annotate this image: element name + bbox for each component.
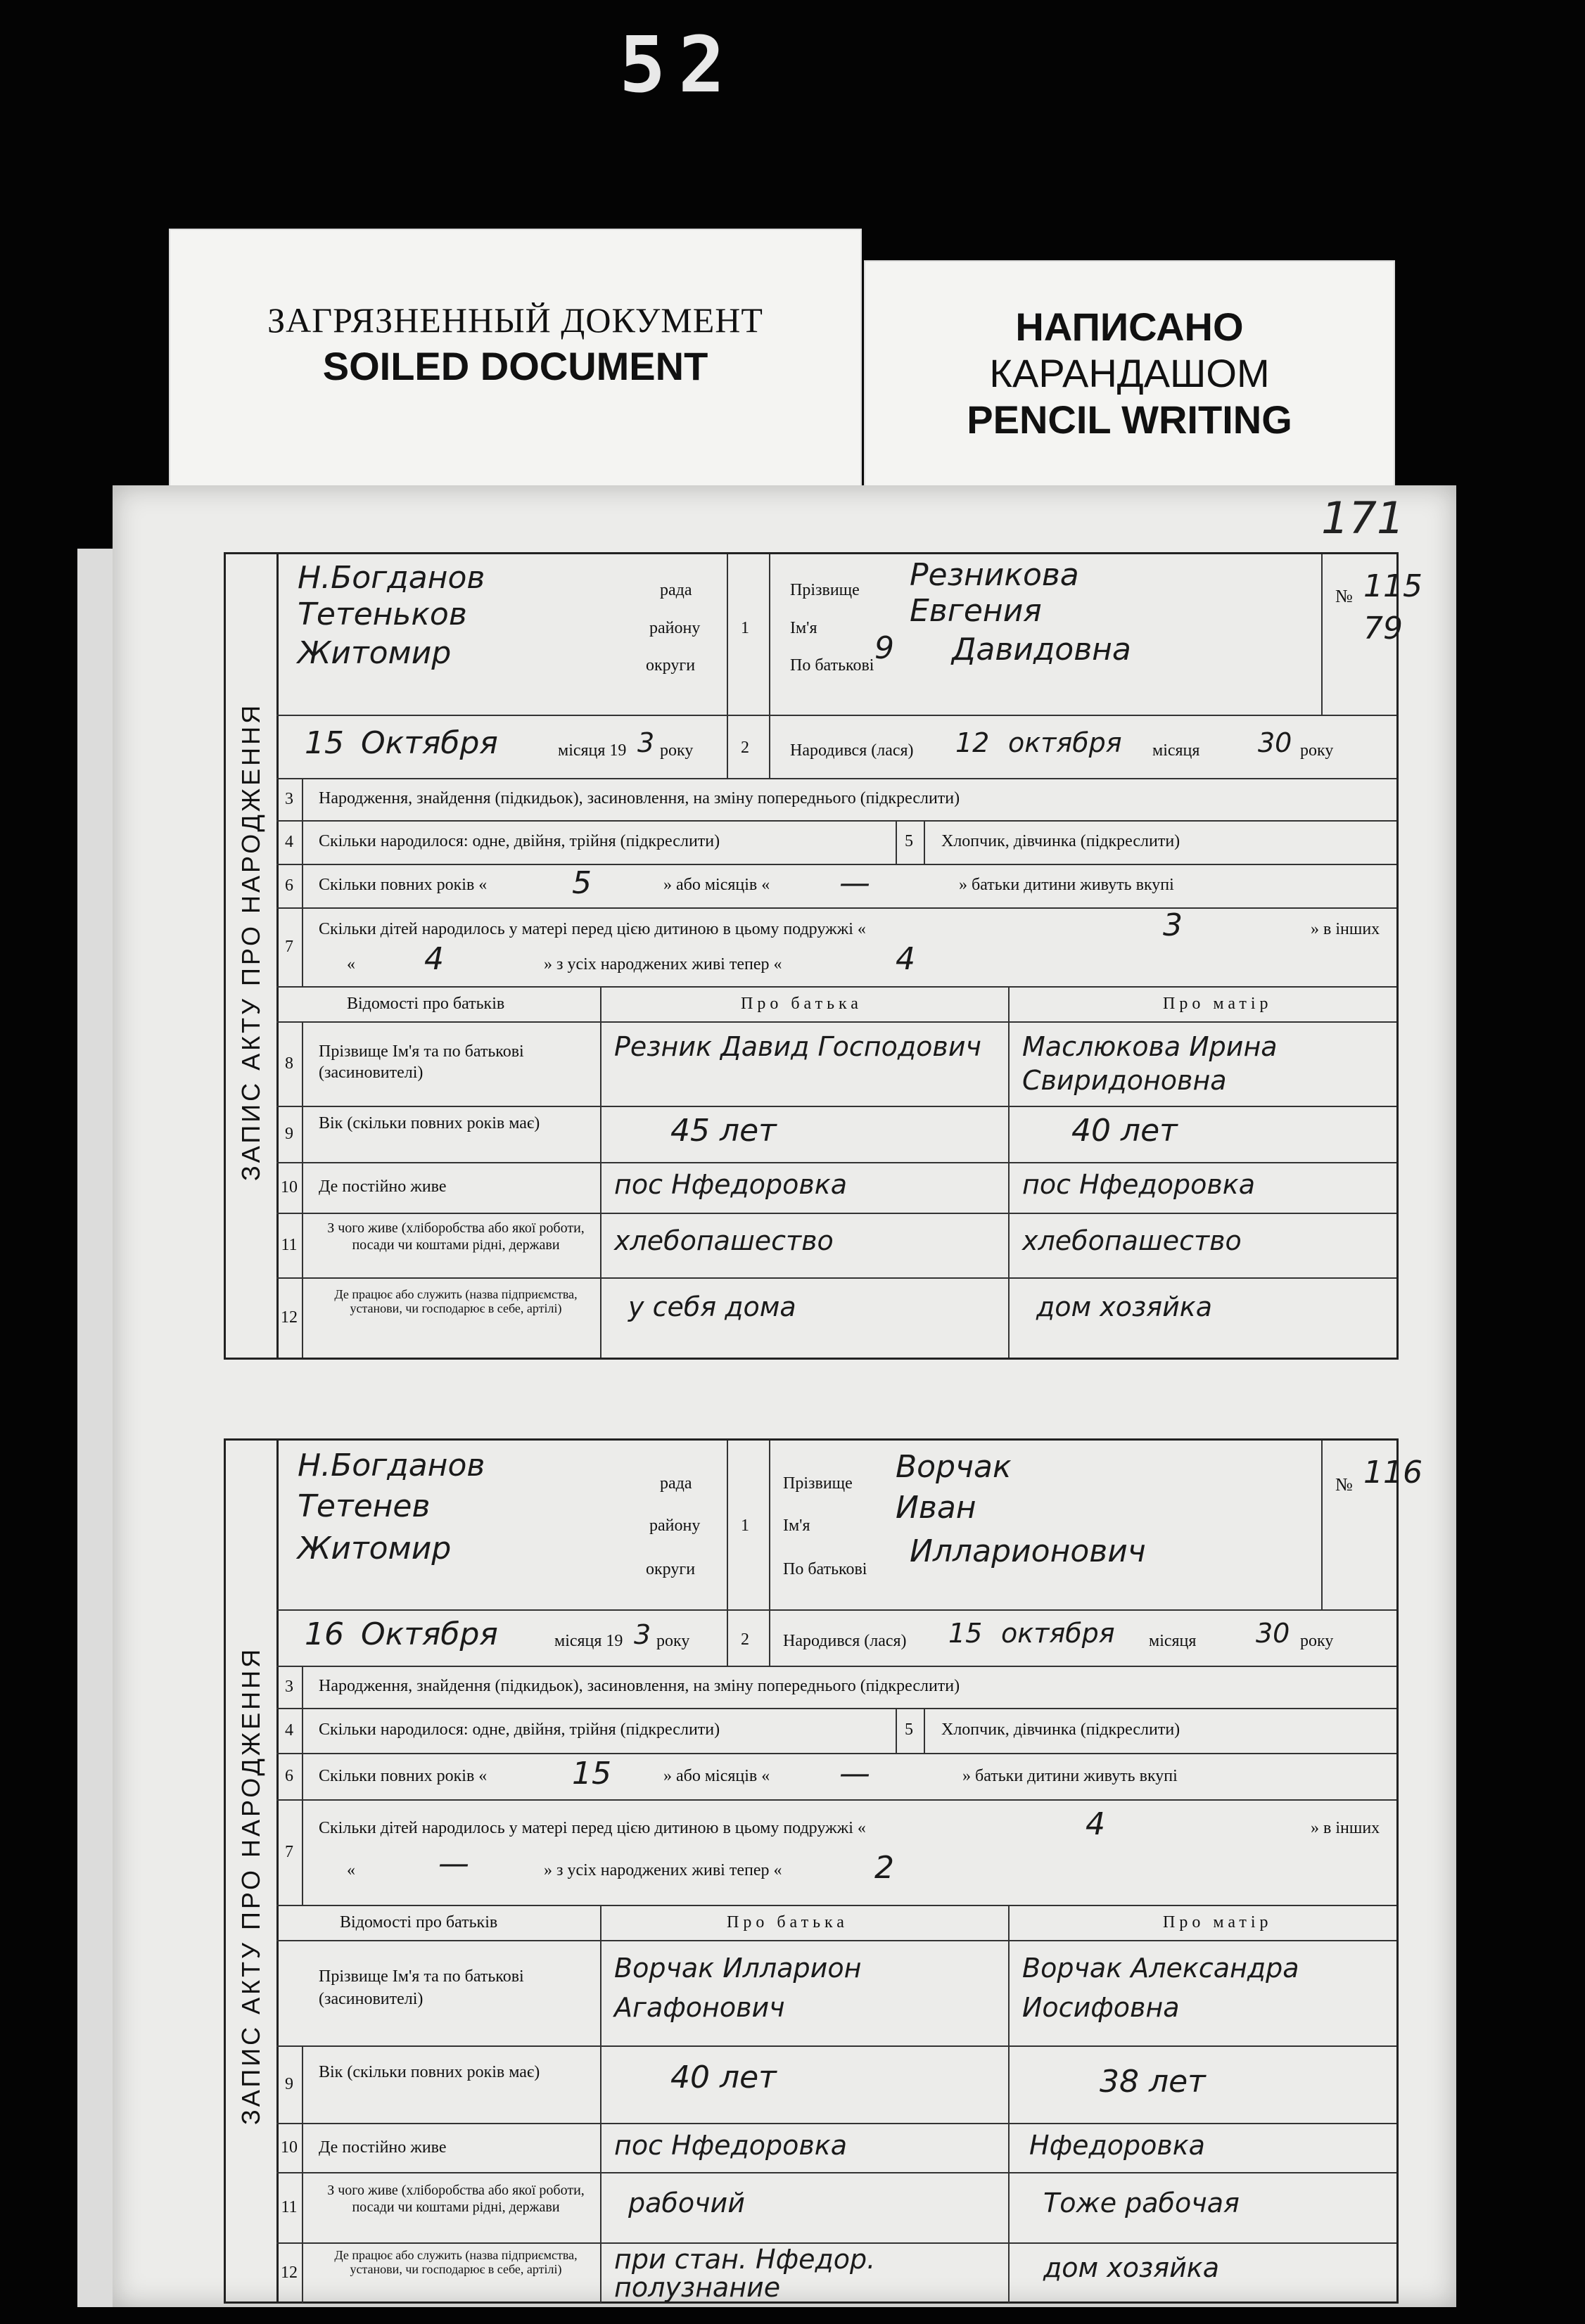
- parents-header: [276, 986, 1396, 1023]
- birth-record-2: [224, 1438, 1422, 2304]
- row-8: [276, 1940, 1396, 2047]
- father-residence: пос Нфедоровка: [614, 2130, 848, 2161]
- parents-header: [276, 1905, 1396, 1941]
- num-12: 12: [276, 1277, 303, 1358]
- birth-record-1: [224, 552, 1422, 1360]
- months-together: —: [839, 1756, 870, 1792]
- father-work: при стан. Нфедор. полузнание: [614, 2244, 876, 2303]
- row10-label: Де постійно живе: [319, 1177, 447, 1196]
- row7c: » з усіх народжених живі тепер «: [544, 955, 782, 973]
- row6b: » або місяців «: [663, 876, 770, 894]
- children-other: 4: [424, 941, 444, 977]
- mother-residence: пос Нфедоровка: [1022, 1169, 1256, 1200]
- row8-label: Прізвище Ім'я та по батькові (засиновителі): [319, 1967, 524, 2008]
- row-12: [276, 1277, 1396, 1358]
- patronymic-label: По батькові: [783, 1560, 867, 1578]
- pro-batka-label: Про батька: [727, 1913, 848, 1932]
- raion-value: Тетеньков: [298, 596, 467, 632]
- row5-text: Хлопчик, дівчинка (підкреслити): [941, 832, 1180, 850]
- patronymic-value: Давидовна: [952, 632, 1131, 668]
- reg-month-label: місяця 19: [558, 741, 627, 760]
- num-12: 12: [276, 2242, 303, 2303]
- father-name: Резник Давид Господович: [614, 1031, 981, 1062]
- mother-age: 40 лет: [1071, 1113, 1178, 1149]
- row7a: Скільки дітей народилось у матері перед цією дитиною в цьому подружжі «: [319, 920, 866, 938]
- birth-day: 12: [955, 727, 990, 758]
- row-11: [276, 1213, 1396, 1279]
- row-10: [276, 2123, 1396, 2173]
- num-5: 5: [905, 832, 913, 850]
- num-9: 9: [276, 1106, 303, 1162]
- surname-label: Прізвище: [783, 1474, 853, 1493]
- birth-day: 15: [948, 1618, 983, 1649]
- number-label: №: [1335, 1474, 1353, 1495]
- row4-text: Скільки народилося: одне, двійня, трійня (підкреслити): [319, 1720, 720, 1739]
- row7a: Скільки дітей народилось у матері перед цією дитиною в цьому подружжі «: [319, 1819, 866, 1837]
- num-3: 3: [276, 778, 303, 820]
- num-9: 9: [276, 2045, 303, 2123]
- num-11: 11: [276, 1213, 303, 1277]
- record-number: 116: [1363, 1455, 1422, 1490]
- num-2: 2: [741, 1630, 749, 1649]
- reg-month: Октября: [361, 1616, 498, 1652]
- row-7: 7 Скільки дітей народилось у матері перед цією дитиною в цьому подружжі « 4 » в інших « — » з усіх народжених живі тепер « 2: [276, 1799, 1396, 1906]
- mother-living: Тоже рабочая: [1043, 2188, 1240, 2218]
- mother-residence: Нфедоровка: [1029, 2130, 1205, 2161]
- vidomosti-label: Відомості про батьків: [347, 995, 505, 1013]
- father-living: хлебопашество: [614, 1225, 834, 1256]
- soiled-document-label: [169, 229, 862, 503]
- frame-number: 52: [619, 20, 738, 110]
- row6c: » батьки дитини живуть вкупі: [962, 1767, 1178, 1785]
- reg-month: Октября: [361, 725, 498, 761]
- row12-label: Де працює або служить (назва підприємства, установи, чи господарює в себе, артілі): [334, 2248, 578, 2276]
- rada-value: Н.Богданов: [298, 1448, 485, 1483]
- mother-age: 38 лет: [1100, 2064, 1206, 2100]
- reg-month-label: місяця 19: [554, 1632, 623, 1650]
- row-10: [276, 1162, 1396, 1214]
- pencil-label-ru1: НАПИСАНО: [1015, 305, 1244, 349]
- birth-month: октября: [1008, 727, 1122, 758]
- pencil-label-en: PENCIL WRITING: [967, 397, 1292, 442]
- num-2: 2: [741, 739, 749, 757]
- children-before: 4: [1086, 1806, 1105, 1842]
- row-11: [276, 2172, 1396, 2244]
- num-11: 11: [276, 2172, 303, 2242]
- row-6: [276, 1753, 1396, 1801]
- num-10: 10: [276, 2123, 303, 2172]
- rada-value: Н.Богданов: [298, 560, 485, 596]
- surname-label: Прізвище: [790, 581, 860, 599]
- num-3: 3: [276, 1666, 303, 1708]
- row5-text: Хлопчик, дівчинка (підкреслити): [941, 1720, 1180, 1739]
- pencil-writing-label: [864, 260, 1395, 499]
- num-4: 4: [276, 820, 303, 864]
- row-4: [276, 1708, 1396, 1754]
- row6b: » або місяців «: [663, 1767, 770, 1785]
- father-age: 40 лет: [670, 2060, 777, 2095]
- born-label: Народився (лася): [790, 741, 914, 760]
- row6a: Скільки повних років «: [319, 876, 488, 894]
- row-12: [276, 2242, 1396, 2303]
- row-4: [276, 820, 1396, 865]
- row3-text: Народження, знайдення (підкидьок), засиновлення, на зміну попереднього (підкреслити): [319, 1677, 960, 1695]
- rada-label: рада: [660, 581, 692, 599]
- row9-label: Вік (скільки повних років має): [319, 1114, 540, 1132]
- reg-year-label: року: [660, 741, 694, 760]
- mother-work: дом хозяйка: [1036, 1291, 1213, 1322]
- row6c: » батьки дитини живуть вкупі: [959, 876, 1174, 894]
- father-age: 45 лет: [670, 1113, 777, 1149]
- children-before: 3: [1163, 907, 1183, 943]
- mother-name: Маслюкова Ирина Свиридоновна: [1022, 1031, 1278, 1096]
- record-header: [276, 554, 1422, 716]
- okruhy-label: округи: [646, 1560, 696, 1578]
- mother-work: дом хозяйка: [1043, 2252, 1220, 2283]
- row7b: » в інших: [1311, 920, 1380, 938]
- num-7: 7: [276, 907, 303, 986]
- mother-living: хлебопашество: [1022, 1225, 1242, 1256]
- number-label: №: [1335, 586, 1353, 606]
- sheet-number: 171: [1321, 492, 1405, 544]
- birth-year-label: року: [1300, 741, 1334, 760]
- row-6: [276, 864, 1396, 909]
- reg-year-label: року: [656, 1632, 690, 1650]
- okruhy-value: Житомир: [298, 1531, 452, 1566]
- patronymic-label: По батькові: [790, 656, 874, 675]
- record-sidebar: ЗАПИС АКТУ ПРО НАРОДЖЕННЯ: [226, 1441, 279, 2301]
- patronymic-value: Илларионович: [910, 1533, 1146, 1569]
- row-8: [276, 1021, 1396, 1107]
- record-number: 115: [1363, 568, 1422, 604]
- raion-label: району: [649, 619, 701, 637]
- num-6: 6: [276, 864, 303, 907]
- mother-name: Ворчак Александра Иосифовна: [1022, 1953, 1299, 2023]
- raion-value: Тетенев: [298, 1488, 431, 1524]
- okruhy-label: округи: [646, 656, 696, 675]
- birth-month-label: місяця: [1152, 741, 1200, 760]
- row11-label: З чого живе (хліборобства або якої роботи, посади чи коштами рідні, держави: [327, 2183, 585, 2215]
- row3-text: Народження, знайдення (підкидьок), засиновлення, на зміну попереднього (підкреслити): [319, 789, 960, 807]
- row9-label: Вік (скільки повних років має): [319, 2063, 540, 2081]
- num-1: 1: [741, 1517, 749, 1535]
- rada-label: рада: [660, 1474, 692, 1493]
- months-together: —: [839, 865, 870, 901]
- pencil-label-ru2: КАРАНДАШОМ: [989, 351, 1270, 395]
- num-1: 1: [741, 619, 749, 637]
- birth-year-label: року: [1300, 1632, 1334, 1650]
- record-number-2: 79: [1363, 611, 1403, 646]
- soiled-label-en: SOILED DOCUMENT: [322, 344, 708, 388]
- row-9: [276, 2045, 1396, 2124]
- pro-batka-label: Про батька: [741, 995, 862, 1013]
- reg-year: 3: [637, 727, 655, 758]
- reg-day: 16: [305, 1616, 344, 1652]
- father-residence: пос Нфедоровка: [614, 1169, 848, 1200]
- num-5: 5: [905, 1720, 913, 1739]
- father-name: Ворчак Илларион Агафонович: [614, 1953, 862, 2023]
- name-value: Иван: [896, 1490, 976, 1526]
- surname-value: Резникова: [910, 557, 1079, 593]
- name-label: Ім'я: [783, 1517, 810, 1535]
- soiled-label-ru: ЗАГРЯЗНЕННЫЙ ДОКУМЕНТ: [267, 300, 763, 340]
- patronymic-mark: 9: [874, 630, 894, 666]
- record-header: [276, 1441, 1422, 1611]
- father-living: рабочий: [628, 2188, 745, 2218]
- pro-matir-label: Про матір: [1163, 1913, 1273, 1932]
- years-together: 5: [572, 865, 592, 901]
- raion-label: району: [649, 1517, 701, 1535]
- row7c: » з усіх народжених живі тепер «: [544, 1861, 782, 1879]
- pro-matir-label: Про матір: [1163, 995, 1273, 1013]
- children-alive: 2: [874, 1850, 894, 1886]
- num-6: 6: [276, 1753, 303, 1799]
- row4-text: Скільки народилося: одне, двійня, трійня (підкреслити): [319, 832, 720, 850]
- record-sidebar: ЗАПИС АКТУ ПРО НАРОДЖЕННЯ: [226, 554, 279, 1358]
- row10-label: Де постійно живе: [319, 2138, 447, 2157]
- birth-month: октября: [1001, 1618, 1115, 1649]
- name-label: Ім'я: [790, 619, 817, 637]
- row6a: Скільки повних років «: [319, 1767, 488, 1785]
- row12-label: Де працює або служить (назва підприємства, установи, чи господарює в себе, артілі): [334, 1287, 578, 1315]
- vidomosti-label: Відомості про батьків: [340, 1913, 498, 1932]
- record-date-row: [276, 715, 1396, 779]
- row-3: [276, 778, 1396, 822]
- row-3: [276, 1666, 1396, 1709]
- birth-month-label: місяця: [1149, 1632, 1197, 1650]
- row7b: » в інших: [1311, 1819, 1380, 1837]
- children-other: —: [438, 1846, 469, 1882]
- children-alive: 4: [896, 941, 915, 977]
- num-10: 10: [276, 1162, 303, 1213]
- born-label: Народився (лася): [783, 1632, 907, 1650]
- num-8: 8: [276, 1021, 303, 1106]
- surname-value: Ворчак: [896, 1449, 1012, 1485]
- record-date-row: [276, 1609, 1396, 1667]
- row-7: 7 Скільки дітей народилось у матері перед цією дитиною в цьому подружжі « 3 » в інших « 4 » з усіх народжених живі тепер « 4: [276, 907, 1396, 988]
- reg-day: 15: [305, 725, 344, 761]
- row8-label: Прізвище Ім'я та по батькові (засиновителі): [319, 1042, 524, 1082]
- num-7: 7: [276, 1799, 303, 1905]
- name-value: Евгения: [910, 593, 1042, 629]
- birth-year: 30: [1258, 727, 1292, 758]
- reg-year: 3: [634, 1619, 651, 1650]
- num-4: 4: [276, 1708, 303, 1753]
- row11-label: З чого живе (хліборобства або якої роботи, посади чи коштами рідні, держави: [327, 1220, 585, 1253]
- years-together: 15: [572, 1756, 611, 1792]
- row-9: [276, 1106, 1396, 1163]
- okruhy-value: Житомир: [298, 635, 452, 671]
- birth-year: 30: [1256, 1618, 1290, 1649]
- father-work: у себя дома: [628, 1291, 796, 1322]
